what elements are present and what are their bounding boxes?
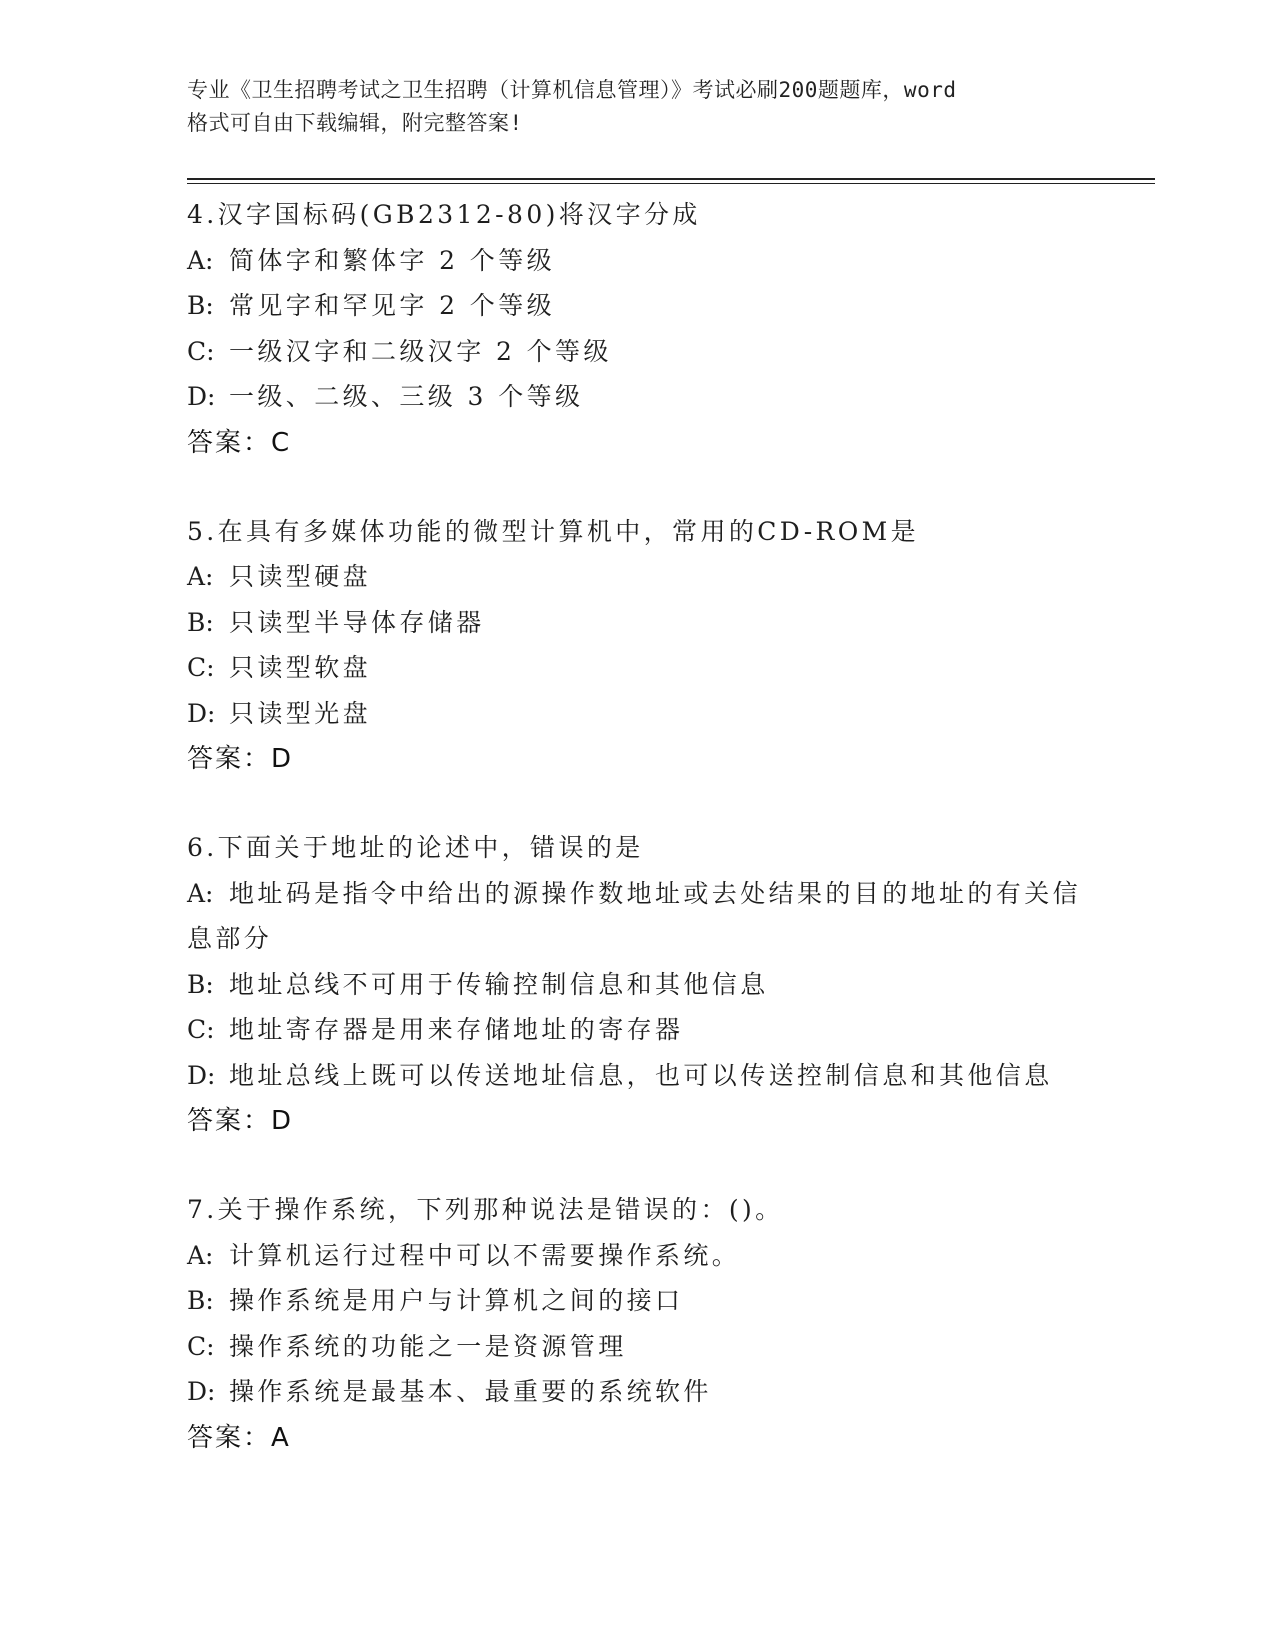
option-text: 简体字和繁体字 2 个等级 bbox=[229, 245, 556, 275]
option-b bbox=[187, 962, 1087, 1008]
option-text: 一级汉字和二级汉字 2 个等级 bbox=[229, 336, 612, 366]
question-6 bbox=[187, 825, 1087, 1144]
header-line-2: 格式可自由下载编辑，附完整答案! bbox=[187, 111, 523, 135]
option-text: 常见字和罕见字 2 个等级 bbox=[229, 291, 556, 320]
option-letter: A: bbox=[187, 1240, 214, 1270]
option-letter: B: bbox=[187, 1286, 214, 1315]
option-c bbox=[187, 645, 1087, 691]
question-title: 4.汉字国标码(GB2312-80)将汉字分成 bbox=[187, 200, 701, 229]
option-text: 地址寄存器是用来存储地址的寄存器 bbox=[229, 1015, 684, 1044]
option-letter: B: bbox=[187, 607, 214, 637]
option-d bbox=[187, 1369, 1087, 1415]
option-a bbox=[187, 554, 1087, 600]
option-text: 只读型硬盘 bbox=[229, 562, 372, 591]
option-letter: D: bbox=[187, 1377, 216, 1406]
option-letter: C: bbox=[187, 1331, 215, 1361]
answer-line: 答案：D bbox=[187, 1106, 294, 1136]
option-a bbox=[187, 1233, 1087, 1279]
question-title: 7.关于操作系统，下列那种说法是错误的：()。 bbox=[187, 1195, 784, 1224]
option-letter: A: bbox=[187, 245, 214, 275]
answer-line: 答案：A bbox=[187, 1422, 291, 1453]
question-list bbox=[187, 192, 1087, 1504]
answer-line: 答案：D bbox=[187, 744, 294, 774]
option-letter: B: bbox=[187, 969, 214, 999]
option-a bbox=[187, 871, 1087, 962]
option-a bbox=[187, 238, 1087, 284]
option-c bbox=[187, 1007, 1087, 1053]
option-text: 地址总线上既可以传送地址信息，也可以传送控制信息和其他信息 bbox=[229, 1060, 1053, 1090]
option-text: 一级、二级、三级 3 个等级 bbox=[229, 382, 584, 411]
option-text: 只读型软盘 bbox=[229, 653, 372, 682]
option-letter: C: bbox=[187, 653, 215, 682]
option-d bbox=[187, 1053, 1087, 1099]
option-c bbox=[187, 329, 1087, 375]
option-letter: A: bbox=[187, 562, 214, 591]
option-c bbox=[187, 1324, 1087, 1370]
option-d bbox=[187, 374, 1087, 420]
option-letter: C: bbox=[187, 336, 215, 366]
option-b bbox=[187, 600, 1087, 646]
option-b bbox=[187, 283, 1087, 329]
option-d bbox=[187, 691, 1087, 737]
question-4 bbox=[187, 192, 1087, 466]
header-line-1: 专业《卫生招聘考试之卫生招聘（计算机信息管理）》考试必刷200题题库，word bbox=[187, 78, 957, 102]
option-text: 操作系统是最基本、最重要的系统软件 bbox=[229, 1377, 712, 1406]
question-5 bbox=[187, 509, 1087, 783]
option-text: 计算机运行过程中可以不需要操作系统。 bbox=[229, 1240, 741, 1270]
option-letter: A: bbox=[187, 878, 214, 908]
option-letter: B: bbox=[187, 291, 214, 320]
option-letter: D: bbox=[187, 698, 216, 728]
question-title: 6.下面关于地址的论述中，错误的是 bbox=[187, 833, 644, 862]
option-b bbox=[187, 1278, 1087, 1324]
option-text: 地址码是指令中给出的源操作数地址或去处结果的目的地址的有关信息部分 bbox=[187, 878, 1082, 953]
option-text: 地址总线不可用于传输控制信息和其他信息 bbox=[229, 969, 769, 999]
question-title: 5.在具有多媒体功能的微型计算机中，常用的CD-ROM是 bbox=[187, 516, 920, 546]
option-text: 只读型半导体存储器 bbox=[229, 607, 485, 637]
option-text: 只读型光盘 bbox=[229, 698, 372, 728]
question-7 bbox=[187, 1187, 1087, 1461]
option-letter: D: bbox=[187, 382, 216, 411]
option-text: 操作系统是用户与计算机之间的接口 bbox=[229, 1286, 684, 1315]
document-header bbox=[187, 74, 1087, 140]
option-letter: C: bbox=[187, 1015, 215, 1044]
answer-line: 答案：C bbox=[187, 427, 292, 458]
option-text: 操作系统的功能之一是资源管理 bbox=[229, 1331, 627, 1361]
option-letter: D: bbox=[187, 1060, 216, 1090]
header-divider-thin bbox=[187, 183, 1155, 184]
header-divider bbox=[187, 178, 1155, 180]
